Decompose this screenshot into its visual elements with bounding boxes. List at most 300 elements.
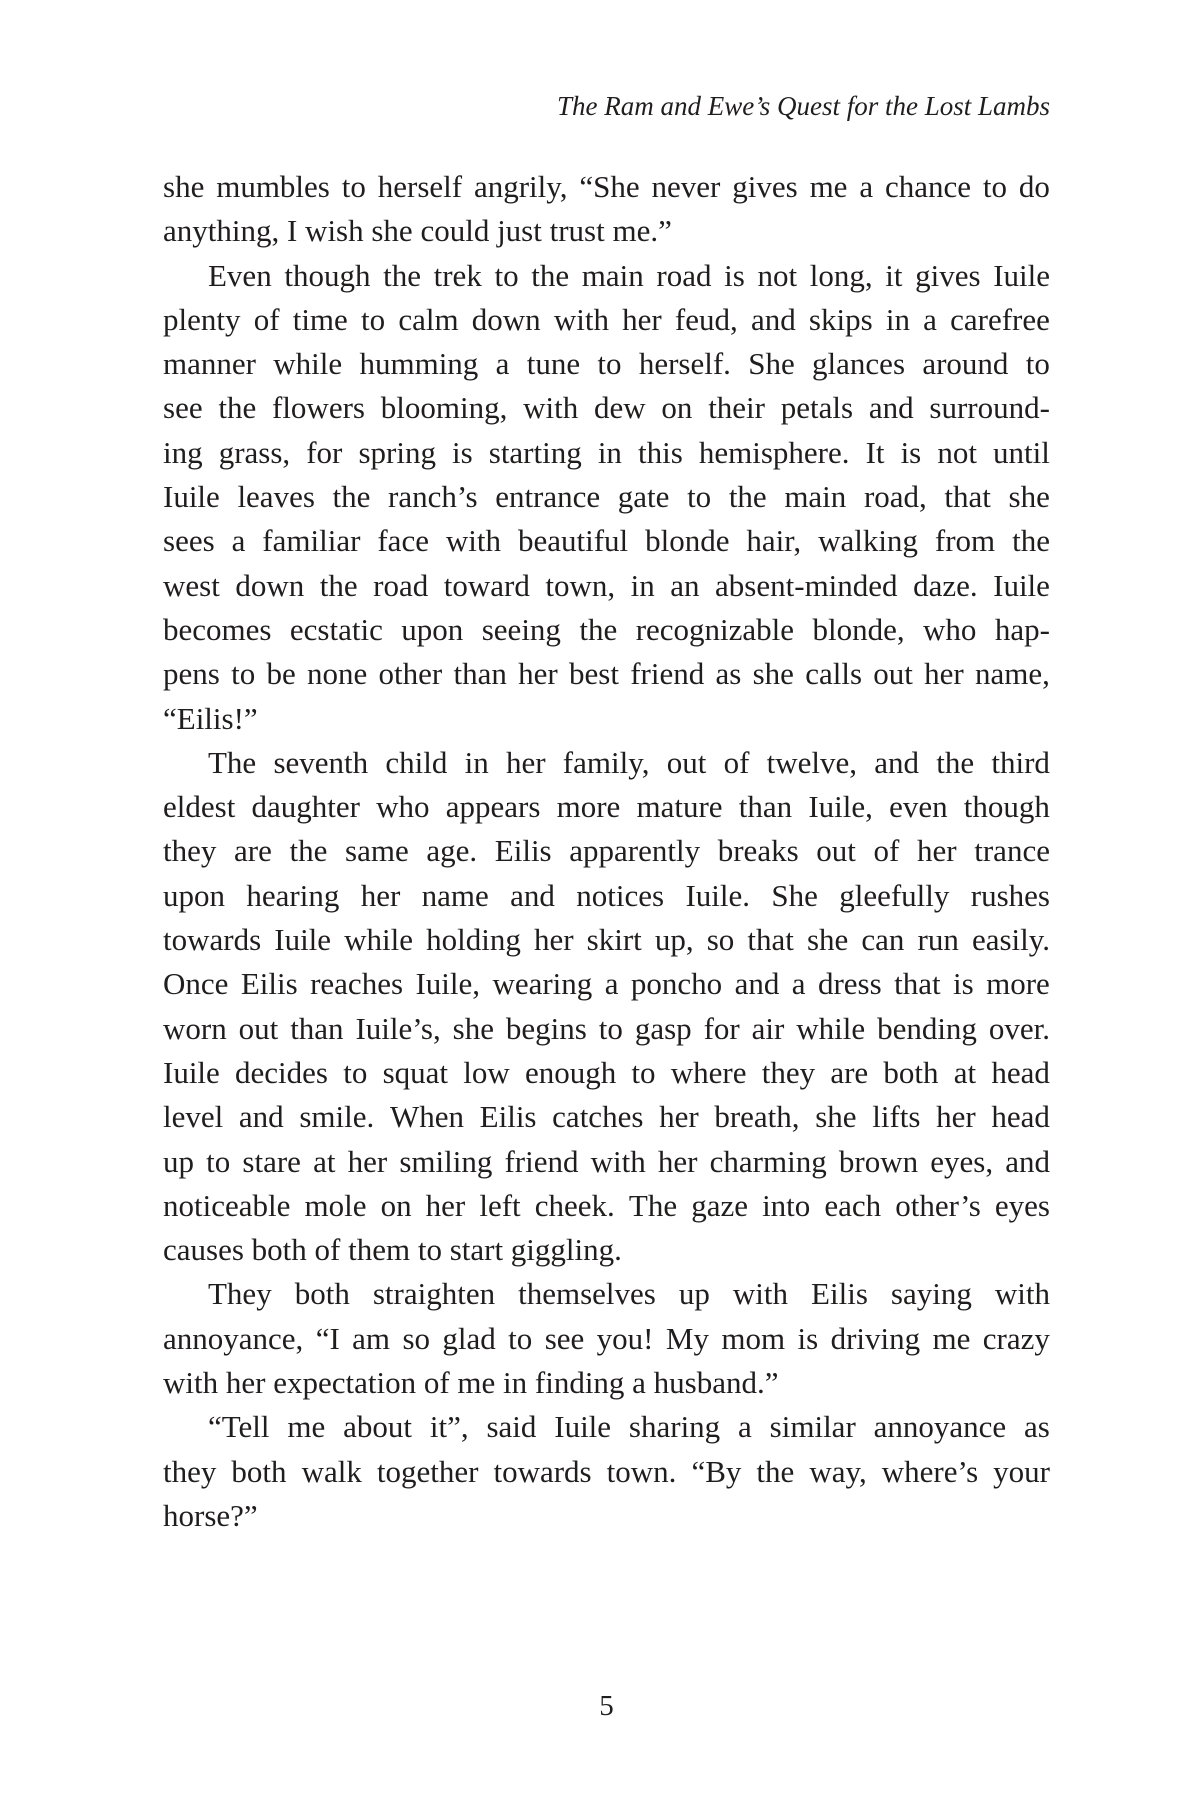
word: of	[873, 833, 900, 869]
word: in	[630, 567, 655, 603]
body-text	[163, 165, 1050, 1538]
word: an	[670, 567, 700, 603]
text-line: anything, I wish she could just trust me.”	[163, 213, 672, 249]
word: more	[556, 789, 621, 825]
word: and	[238, 1099, 284, 1135]
word: When	[389, 1099, 464, 1135]
word: twelve,	[766, 744, 858, 780]
word: on	[380, 1187, 412, 1223]
text-line	[163, 1095, 1050, 1139]
word: Iuile’s,	[355, 1010, 441, 1046]
word: together	[376, 1453, 479, 1489]
word: me	[287, 1409, 326, 1445]
word: surround-	[929, 390, 1050, 426]
word: Even	[208, 257, 272, 293]
word: sees	[163, 523, 215, 559]
word: a	[604, 966, 619, 1002]
word: that	[944, 479, 991, 515]
word: same	[345, 833, 409, 869]
word: dress	[817, 966, 882, 1002]
word: town,	[545, 567, 616, 603]
word: Iuile,	[808, 789, 873, 825]
word: her	[425, 1187, 466, 1223]
word: grass,	[218, 434, 291, 470]
word: road	[656, 257, 712, 293]
word: mature	[636, 789, 723, 825]
word: becomes	[163, 611, 272, 647]
word: gives	[732, 169, 798, 204]
word: Iuile	[993, 567, 1050, 603]
word: calm	[398, 301, 459, 337]
word: smile.	[299, 1099, 375, 1135]
word: humming	[359, 346, 479, 382]
word: a	[738, 1409, 752, 1445]
word: family,	[562, 744, 650, 780]
word: so	[706, 922, 735, 958]
word: daughter	[251, 789, 360, 825]
word: that	[747, 922, 794, 958]
word: on	[661, 390, 693, 426]
word: while	[344, 922, 414, 958]
word: Iuile	[274, 922, 332, 958]
word: it”,	[429, 1409, 469, 1445]
text-line: horse?”	[163, 1497, 258, 1533]
word: tune	[526, 346, 581, 382]
text-line	[163, 1272, 1050, 1316]
word: reaches	[310, 966, 404, 1002]
word: Iuile.	[685, 877, 750, 913]
word: hair,	[746, 523, 802, 559]
word: poncho	[630, 966, 723, 1002]
text-line	[163, 1007, 1050, 1051]
word: is	[724, 257, 745, 293]
word: her	[917, 833, 957, 869]
word: recognizable	[635, 611, 795, 647]
word: flowers	[272, 390, 365, 426]
word: upon	[163, 877, 225, 913]
text-line: “Eilis!”	[163, 700, 258, 736]
word: glances	[812, 346, 906, 382]
word: charming	[709, 1143, 827, 1179]
word: into	[762, 1187, 811, 1223]
word: gaze	[691, 1187, 748, 1223]
word: while	[796, 1010, 866, 1046]
word: feud,	[674, 301, 738, 337]
word: to	[343, 1054, 368, 1090]
word: west	[163, 567, 220, 603]
word: head	[991, 1099, 1050, 1135]
word: not	[757, 257, 798, 293]
word: her	[533, 922, 574, 958]
word: out	[816, 833, 856, 869]
word: gasp	[634, 1010, 692, 1046]
word: to	[631, 1054, 656, 1090]
word: angrily,	[473, 169, 568, 204]
word: Eilis	[811, 1276, 868, 1312]
word: be	[266, 656, 296, 692]
text-line	[163, 254, 1050, 298]
word: driving	[830, 1320, 921, 1356]
word: a	[231, 523, 246, 559]
word: gate	[617, 479, 670, 515]
word: and	[750, 301, 796, 337]
word: where	[670, 1054, 747, 1090]
word: even	[889, 789, 948, 825]
word: “By	[691, 1453, 742, 1489]
word: they	[163, 1453, 217, 1489]
word: who	[376, 789, 430, 825]
word: name	[421, 877, 489, 913]
word: her	[518, 656, 558, 692]
word: Once	[163, 966, 229, 1002]
word: of	[253, 301, 280, 337]
text-line	[163, 1051, 1050, 1095]
word: while	[273, 346, 343, 382]
text-line	[163, 608, 1050, 652]
word: run	[917, 922, 959, 958]
word: road	[373, 567, 429, 603]
word: the	[531, 257, 570, 293]
word: pens	[163, 656, 220, 692]
word: stare	[242, 1143, 301, 1179]
word: herself.	[638, 346, 731, 382]
word: starting	[488, 434, 582, 470]
word: me	[809, 169, 848, 204]
word: can	[861, 922, 905, 958]
word: Iuile	[554, 1409, 612, 1445]
word: friend	[504, 1143, 579, 1179]
word: both	[883, 1054, 939, 1090]
word: as	[1024, 1409, 1050, 1445]
word: breath,	[714, 1099, 800, 1135]
word: gleefully	[839, 877, 950, 913]
word: to	[1025, 346, 1050, 382]
word: familiar	[262, 523, 361, 559]
word: apparently	[569, 833, 701, 869]
word: road,	[863, 479, 927, 515]
word: in	[885, 301, 910, 337]
word: the	[289, 833, 328, 869]
text-line	[163, 785, 1050, 829]
word: Eilis	[494, 833, 552, 869]
word: straighten	[372, 1276, 496, 1312]
word: carefree	[950, 301, 1050, 337]
word: seeing	[481, 611, 561, 647]
text-line	[163, 829, 1050, 873]
word: mom	[721, 1320, 786, 1356]
word: Iuile	[163, 1054, 220, 1090]
word: the	[579, 611, 618, 647]
word: though	[963, 789, 1050, 825]
word: they	[163, 833, 217, 869]
word: with	[732, 1276, 789, 1312]
word: petals	[780, 390, 854, 426]
word: she	[452, 1010, 494, 1046]
word: name,	[975, 656, 1050, 692]
text-line	[163, 874, 1050, 918]
text-line	[163, 342, 1050, 386]
word: out	[873, 656, 913, 692]
word: easily.	[971, 922, 1050, 958]
word: the	[383, 257, 421, 293]
word: to	[231, 656, 256, 692]
word: with	[445, 523, 502, 559]
word: hearing	[246, 877, 340, 913]
word: at	[953, 1054, 977, 1090]
word: decides	[235, 1054, 328, 1090]
word: her	[505, 744, 546, 780]
text-line	[163, 386, 1050, 430]
word: to	[494, 257, 519, 293]
word: about	[343, 1409, 412, 1445]
word: it	[885, 257, 903, 293]
word: themselves	[518, 1276, 656, 1312]
word: in	[597, 434, 622, 470]
page-number: 5	[599, 1690, 614, 1722]
word: see	[163, 390, 203, 426]
word: her	[622, 301, 662, 337]
word: that	[894, 966, 941, 1002]
text-line	[163, 298, 1050, 342]
word: worn	[163, 1010, 227, 1046]
word: time	[292, 301, 348, 337]
word: both	[231, 1453, 287, 1489]
word: walk	[301, 1453, 362, 1489]
word: She	[748, 346, 795, 382]
word: plenty	[163, 301, 241, 337]
word: mumbles	[216, 169, 330, 204]
word: not	[937, 434, 977, 470]
word: towards	[163, 922, 262, 958]
word: her	[347, 1143, 388, 1179]
text-line	[163, 962, 1050, 1006]
word: in	[464, 744, 489, 780]
word: up,	[654, 922, 694, 958]
word: their	[708, 390, 765, 426]
word: the	[756, 1453, 795, 1489]
word: her	[924, 656, 964, 692]
text-line	[163, 918, 1050, 962]
word: sharing	[628, 1409, 721, 1445]
word: left	[479, 1187, 521, 1223]
word: to	[206, 1143, 231, 1179]
word: crazy	[982, 1320, 1050, 1356]
text-line	[163, 1405, 1050, 1449]
word: age.	[426, 833, 478, 869]
word: hap-	[994, 611, 1050, 647]
word: trance	[974, 833, 1050, 869]
word: so	[402, 1320, 431, 1356]
word: and	[874, 744, 920, 780]
word: level	[163, 1099, 224, 1135]
word: friend	[630, 656, 705, 692]
text-line: with her expectation of me in finding a husband.”	[163, 1365, 779, 1401]
word: of	[723, 744, 750, 780]
word: than	[453, 656, 507, 692]
word: a	[923, 301, 937, 337]
word: around	[922, 346, 1009, 382]
word: chance	[884, 169, 971, 204]
word: bending	[877, 1010, 977, 1046]
word: spring	[358, 434, 436, 470]
word: upon	[401, 611, 464, 647]
word: toward	[443, 567, 530, 603]
word: with	[523, 390, 579, 426]
word: and	[734, 966, 780, 1002]
text-line	[163, 1450, 1050, 1494]
word: with	[994, 1276, 1050, 1312]
word: lifts	[872, 1099, 921, 1135]
word: more	[986, 966, 1050, 1002]
word: squat	[382, 1054, 448, 1090]
word: blooming,	[380, 390, 508, 426]
word: brown	[838, 1143, 919, 1179]
word: your	[993, 1453, 1050, 1489]
word: child	[385, 744, 448, 780]
word: am	[352, 1320, 391, 1356]
word: “I	[315, 1320, 340, 1356]
word: hemisphere.	[698, 434, 850, 470]
word: “Tell	[208, 1409, 270, 1445]
word: smiling	[399, 1143, 493, 1179]
word: her	[659, 1099, 699, 1135]
word: this	[638, 434, 683, 470]
word: best	[569, 656, 619, 692]
word: ing	[163, 434, 203, 470]
word: head	[991, 1054, 1050, 1090]
word: annoyance	[873, 1409, 1007, 1445]
word: to	[597, 346, 622, 382]
word: she	[1008, 479, 1050, 515]
word: skips	[808, 301, 873, 337]
word: beautiful	[517, 523, 629, 559]
word: with	[553, 301, 609, 337]
word: eyes	[994, 1187, 1050, 1223]
word: noticeable	[163, 1187, 291, 1223]
word: absent-minded	[715, 567, 898, 603]
word: manner	[163, 346, 256, 382]
text-line	[163, 431, 1050, 475]
word: notices	[576, 877, 665, 913]
text-line	[163, 741, 1050, 785]
word: cheek.	[534, 1187, 615, 1223]
word: the	[728, 479, 767, 515]
word: me	[932, 1320, 971, 1356]
word: town.	[606, 1453, 677, 1489]
word: where’s	[881, 1453, 979, 1489]
word: over.	[988, 1010, 1050, 1046]
word: third	[991, 744, 1050, 780]
word: the	[319, 567, 358, 603]
word: is	[900, 434, 922, 470]
word: her	[936, 1099, 976, 1135]
word: she	[806, 922, 849, 958]
word: they	[761, 1054, 816, 1090]
word: with	[590, 1143, 646, 1179]
word: and	[868, 390, 914, 426]
word: calls	[805, 656, 863, 692]
word: other’s	[895, 1187, 981, 1223]
word: the	[1012, 523, 1050, 559]
word: up	[163, 1143, 194, 1179]
text-line	[163, 1184, 1050, 1228]
word: They	[208, 1276, 272, 1312]
word: Eilis	[479, 1099, 537, 1135]
word: to	[361, 301, 386, 337]
word: do	[1018, 169, 1050, 204]
word: as	[715, 656, 742, 692]
text-line	[163, 475, 1050, 519]
word: entrance	[495, 479, 601, 515]
word: never	[651, 169, 721, 204]
word: than	[738, 789, 793, 825]
word: walking	[818, 523, 918, 559]
text-line	[163, 1317, 1050, 1361]
word: and	[510, 877, 555, 913]
word: are	[234, 833, 272, 869]
word: for	[306, 434, 343, 470]
word: a	[859, 169, 874, 204]
word: Eilis	[240, 966, 298, 1002]
word: Iuile,	[415, 966, 481, 1002]
word: blonde	[645, 523, 730, 559]
word: a	[791, 966, 806, 1002]
word: see	[544, 1320, 585, 1356]
running-header: The Ram and Ewe’s Quest for the Lost Lambs	[556, 91, 1050, 121]
word: than	[290, 1010, 344, 1046]
word: main	[784, 479, 847, 515]
word: out	[666, 744, 707, 780]
word: up	[678, 1276, 710, 1312]
word: main	[581, 257, 644, 293]
word: to	[341, 169, 366, 204]
word: begins	[505, 1010, 587, 1046]
word: you!	[596, 1320, 654, 1356]
word: ranch’s	[388, 479, 478, 515]
word: down	[471, 301, 541, 337]
word: dew	[594, 390, 646, 426]
word: trek	[433, 257, 482, 293]
word: My	[665, 1320, 709, 1356]
word: wearing	[492, 966, 593, 1002]
text-line	[163, 165, 1050, 209]
word: “She	[579, 169, 640, 204]
word: until	[993, 434, 1050, 470]
word: low	[463, 1054, 510, 1090]
word: the	[936, 744, 975, 780]
text-line	[163, 519, 1050, 563]
word: at	[313, 1143, 336, 1179]
word: appears	[445, 789, 541, 825]
word: are	[830, 1054, 869, 1090]
word: She	[771, 877, 818, 913]
word: for	[703, 1010, 740, 1046]
text-line	[163, 652, 1050, 696]
text-line: causes both of them to start giggling.	[163, 1232, 622, 1268]
word: It	[865, 434, 885, 470]
word: the	[332, 479, 371, 515]
word: she	[815, 1099, 857, 1135]
word: mole	[304, 1187, 367, 1223]
word: eldest	[163, 789, 236, 825]
word: she	[752, 656, 794, 692]
word: Iuile	[163, 479, 220, 515]
word: other	[378, 656, 443, 692]
word: down	[235, 567, 305, 603]
word: blonde,	[812, 611, 905, 647]
word: saying	[890, 1276, 972, 1312]
word: herself	[377, 169, 463, 204]
